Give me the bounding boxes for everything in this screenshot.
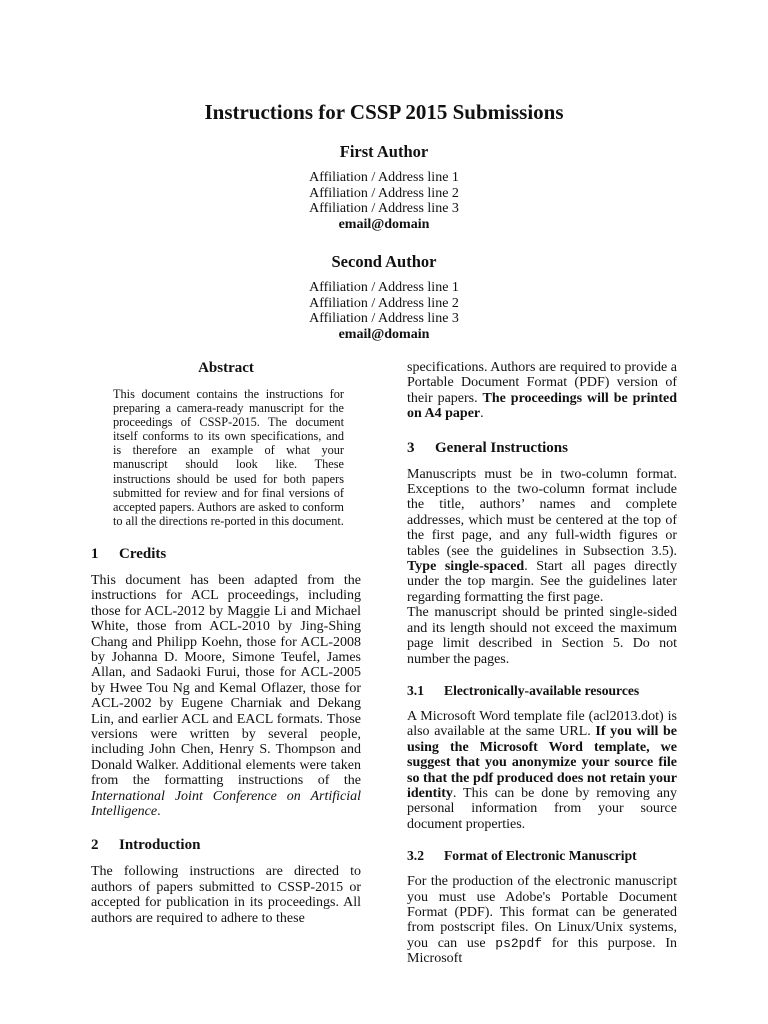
subsection-number: 3.1: [407, 682, 424, 698]
affiliation-line: Affiliation / Address line 1: [309, 170, 459, 185]
author-block-first: [0, 142, 768, 233]
resources-bold-text: If you will be using the Microsoft Word template, we suggest that you anonymize your source file so that the pdf produced does not retain your identity: [407, 724, 677, 801]
author-name: Second Author: [331, 252, 437, 271]
author-name: First Author: [339, 142, 429, 161]
general-paragraph-1: [407, 467, 677, 606]
general-paragraph-2: The manuscript should be printed single-sided and its length should not exceed the maximum page limit described in Section 5. Do not number the pages.: [407, 605, 677, 667]
section-title: Credits: [119, 545, 167, 562]
paper-title: Instructions for CSSP 2015 Submissions: [204, 100, 564, 124]
affiliation-line: Affiliation / Address line 3: [309, 311, 459, 326]
section-title: Introduction: [119, 837, 201, 854]
format-text: for this purpose. In Microsoft: [407, 935, 678, 967]
subsection-number: 3.2: [407, 848, 424, 864]
format-text: For the production of the electronic manuscript you must use Adobe's Portable Document Format (PDF). This format can be generated from postscript files. On Linux/Unix systems, you can use: [407, 874, 677, 951]
format-paragraph: [407, 874, 677, 966]
subsection-heading-resources: [407, 683, 677, 699]
section-number: 1: [91, 545, 99, 562]
general-bold-text: Type single-spaced: [407, 559, 525, 575]
affiliation-line: Affiliation / Address line 3: [309, 201, 459, 216]
credits-text: This document has been adapted from the instructions for ACL proceedings, including those for ACL-2012 by Maggie Li and Michael White, those from ACL-2010 by Jing-Shing Chang and Philipp Koehn, those for ACL-2008 by Johanna D. Moore, Simone Teufel, James Allan, and Sadaoki Furui, those for ACL-2005 by Hwee Tou Ng and Kemal Oflazer, those for ACL-2002 by Eugene Charniak and Dekang Lin, and earlier ACL and EACL formats. Those versions were written by several people, including John Chen, Henry S. Thompson and Donald Walker. Additional elements were taken from the formatting instructions of the: [91, 572, 361, 789]
affiliation-line: Affiliation / Address line 2: [309, 295, 459, 311]
resources-text: A Microsoft Word template file (acl2013.dot) is also available at the same URL.: [407, 708, 677, 740]
right-column: [407, 360, 677, 967]
left-column: [91, 360, 361, 926]
author-email: email@domain: [338, 326, 430, 342]
credits-italic-text: International Joint Conference on Artificial Intelligence: [91, 788, 361, 820]
section-heading-general: [407, 440, 677, 457]
abstract-text: This document contains the instructions for preparing a camera-ready manuscript for the proceedings of CSSP-2015. The document itself conforms to its own specifications, and is therefore an example of what your manuscript should look like. These instructions should be used for both papers submitted for review and for final versions of accepted papers. Authors are asked to conform to all the directions re-ported in this document.: [113, 387, 344, 528]
author-block-second: [0, 252, 768, 343]
introduction-end: .: [480, 406, 484, 422]
affiliation-line: Affiliation / Address line 2: [309, 185, 459, 201]
format-code-text: ps2pdf: [495, 935, 543, 951]
abstract-heading: Abstract: [198, 360, 254, 376]
introduction-continuation: [407, 360, 677, 422]
section-heading-introduction: [91, 837, 361, 854]
affiliation-line: Affiliation / Address line 1: [309, 280, 459, 295]
general-text: . Start all pages directly under the top margin. See the guidelines later regarding formatting the first page.: [407, 559, 677, 605]
general-text: Manuscripts must be in two-column format. Exceptions to the two-column format include the title, authors’ names and complete addresses, which must be centered at the top of the first page, and any full-width figures or tables (see the guidelines in Subsection 3.5).: [407, 466, 677, 559]
section-heading-credits: [91, 546, 361, 563]
introduction-text: specifications. Authors are required to provide a Portable Document Format (PDF) version of their papers.: [407, 360, 677, 406]
subsection-title: Format of Electronic Manuscript: [444, 848, 637, 864]
section-title: General Instructions: [435, 439, 568, 456]
section-number: 2: [91, 837, 99, 854]
introduction-paragraph: The following instructions are directed to authors of papers submitted to CSSP-2015 or accepted for publication in its proceedings. All authors are required to adhere to these: [91, 864, 361, 926]
resources-text: . This can be done by removing any personal information from your source document properties.: [407, 785, 677, 832]
section-number: 3: [407, 439, 415, 456]
credits-end: .: [157, 804, 161, 820]
author-email: email@domain: [338, 216, 430, 232]
credits-paragraph: [91, 573, 361, 820]
subsection-heading-format: [407, 848, 677, 864]
subsection-title: Electronically-available resources: [444, 682, 640, 698]
introduction-bold-text: The proceedings will be printed on A4 paper: [407, 390, 677, 422]
resources-paragraph: [407, 709, 677, 832]
